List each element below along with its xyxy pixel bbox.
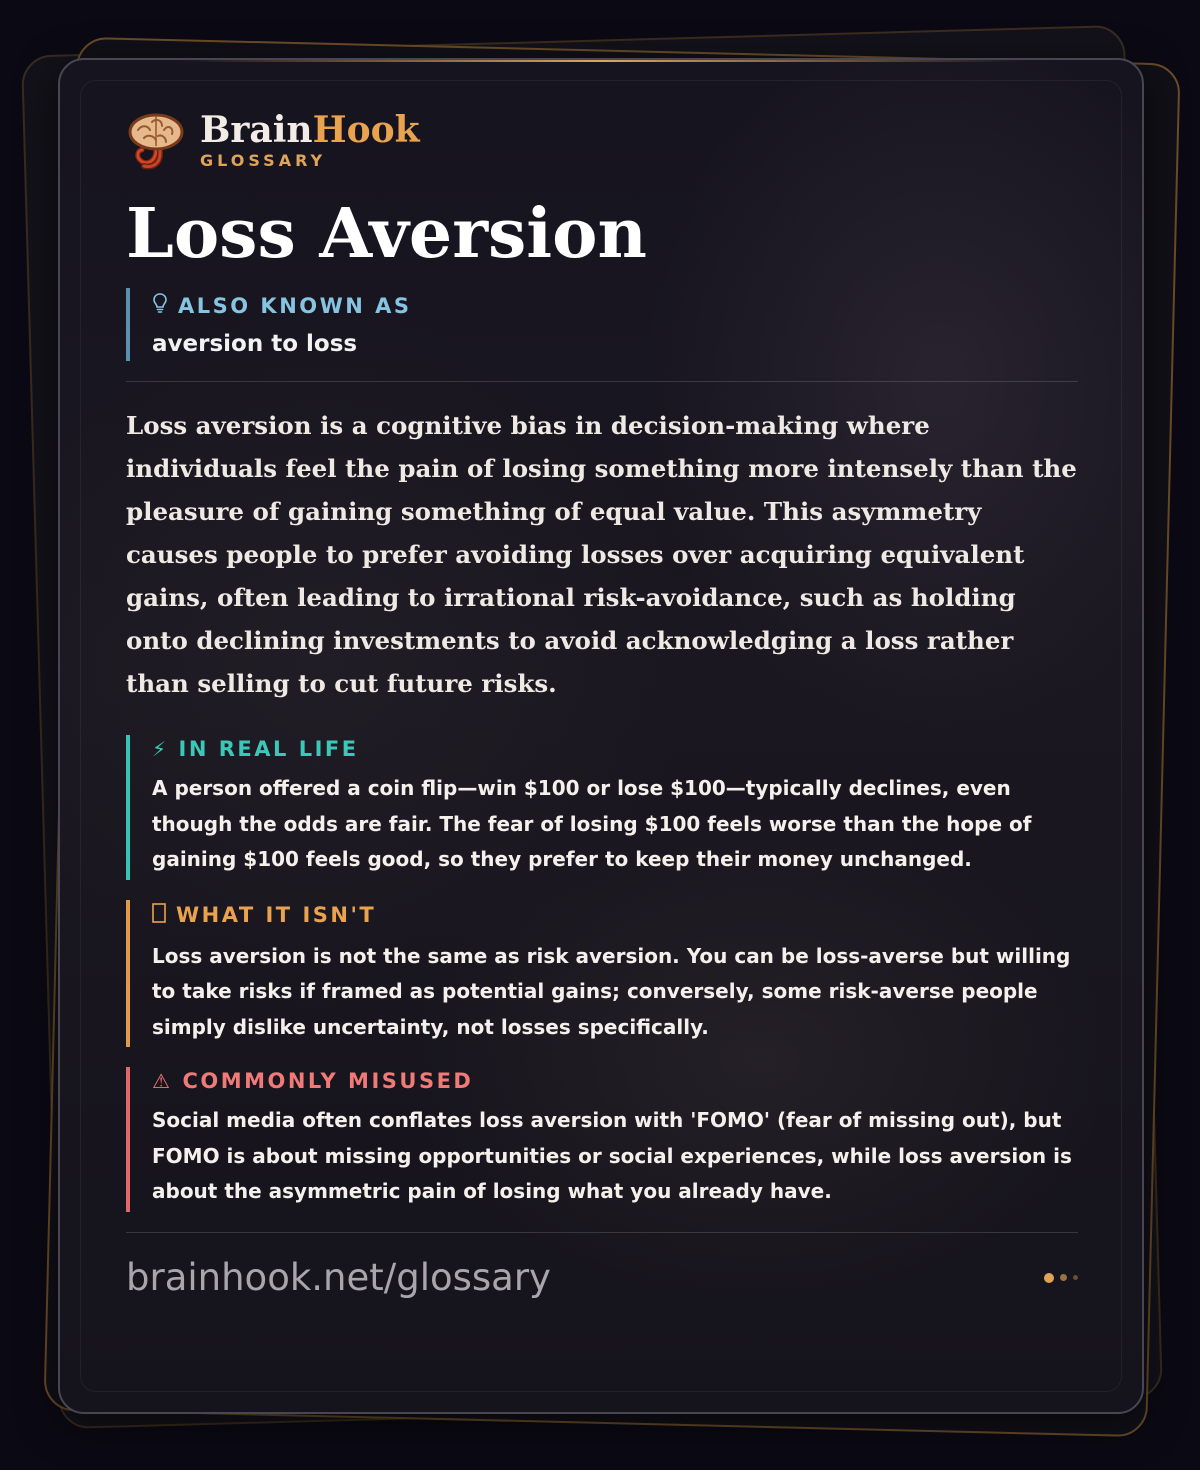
section-heading: IN REAL LIFE bbox=[178, 737, 359, 761]
section-in-real-life bbox=[126, 735, 1078, 880]
brain-hook-icon bbox=[126, 110, 186, 170]
no-entry-icon bbox=[152, 902, 166, 929]
card-content bbox=[126, 108, 1078, 1323]
definition-text: Loss aversion is a cognitive bias in decision-making where individuals feel the pain of losing something more intensely than the pleasure of gaining something of equal value. This asymmetry causes people to prefer avoiding losses over acquiring equivalent gains, often leading to irrational risk-avoidance, such as holding onto declining investments to avoid acknowledging a loss rather than selling to cut future risks. bbox=[126, 411, 1077, 698]
section-heading: COMMONLY MISUSED bbox=[182, 1069, 474, 1093]
pagination-dots bbox=[1044, 1273, 1078, 1283]
section-what-it-isnt bbox=[126, 900, 1078, 1048]
glossary-card bbox=[58, 58, 1144, 1414]
footer-url[interactable]: brainhook.net/glossary bbox=[126, 1256, 551, 1299]
lightning-icon: ⚡ bbox=[152, 737, 169, 761]
brand-name bbox=[200, 108, 420, 151]
section-body: Loss aversion is not the same as risk aversion. You can be loss-averse but willing to take risks if framed as potential gains; conversely, some risk-averse people simply dislike uncertainty, not losses specifically. bbox=[152, 943, 1071, 1039]
section-body: A person offered a coin flip—win $100 or lose $100—typically declines, even though the odds are fair. The fear of losing $100 feels worse than the hope of gaining $100 feels good, so they prefer to keep their money unchanged. bbox=[152, 776, 1032, 871]
also-known-as-block bbox=[126, 288, 1078, 361]
pagination-dot bbox=[1044, 1273, 1054, 1283]
brand-name-part1: Brain bbox=[200, 108, 313, 151]
also-known-as-heading: ALSO KNOWN AS bbox=[178, 293, 412, 318]
card-top-accent bbox=[180, 60, 1022, 62]
card-footer bbox=[126, 1233, 1078, 1323]
section-commonly-misused bbox=[126, 1067, 1078, 1212]
brand-name-part2: Hook bbox=[312, 108, 420, 151]
brand-header bbox=[126, 108, 1078, 172]
term-title: Loss Aversion bbox=[126, 194, 647, 274]
pagination-dot bbox=[1073, 1275, 1078, 1280]
lightbulb-icon bbox=[152, 292, 168, 319]
divider bbox=[126, 381, 1078, 382]
brand-subtitle: GLOSSARY bbox=[200, 150, 327, 170]
pagination-dot bbox=[1060, 1274, 1067, 1281]
section-heading: WHAT IT ISN'T bbox=[176, 903, 377, 927]
warning-icon: ⚠ bbox=[152, 1069, 173, 1093]
section-body: Social media often conflates loss aversion with 'FOMO' (fear of missing out), but FOMO is about missing opportunities or social experiences, while loss aversion is about the asymmetric pain of losing what you already have. bbox=[152, 1108, 1072, 1203]
also-known-as-value: aversion to loss bbox=[152, 331, 358, 357]
